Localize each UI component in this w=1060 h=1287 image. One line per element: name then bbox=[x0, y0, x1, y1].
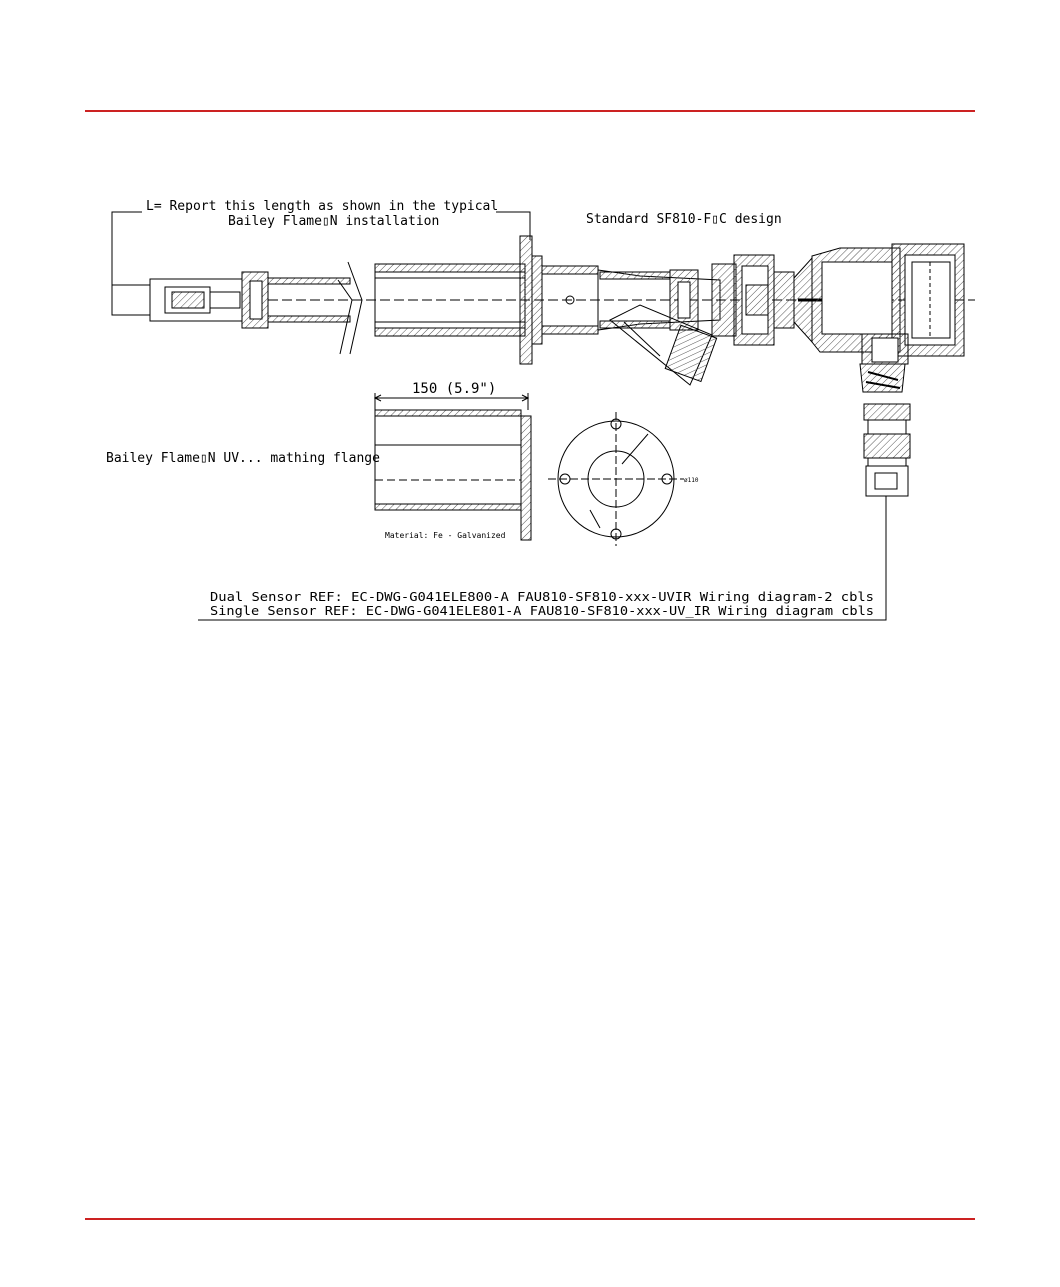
single-sensor-ref: Single Sensor REF: EC-DWG-G041ELE801-A FAU810-SF810-xxx-UV_IR Wiring diagram cbls bbox=[210, 603, 874, 618]
flange-dimension: 150 (5.9") bbox=[412, 381, 497, 397]
mating-flange-front-view bbox=[548, 412, 684, 546]
mating-flange-label: Bailey Flame▯N UV... mathing flange bbox=[106, 451, 380, 466]
scanner-body bbox=[112, 236, 975, 392]
pcd-mark: ø110 bbox=[684, 477, 699, 484]
length-note-line2: Bailey Flame▯N installation bbox=[228, 214, 440, 229]
dual-sensor-ref: Dual Sensor REF: EC-DWG-G041ELE800-A FAU810-SF810-xxx-UVIR Wiring diagram-2 cbls bbox=[210, 589, 875, 604]
mating-flange-side-view bbox=[375, 393, 531, 540]
length-note-line1: L= Report this length as shown in the typical bbox=[146, 199, 499, 214]
design-title: Standard SF810-F▯C design bbox=[586, 212, 782, 227]
cable-connector bbox=[864, 404, 910, 496]
material-note: Material: Fe - Galvanized bbox=[385, 531, 506, 540]
